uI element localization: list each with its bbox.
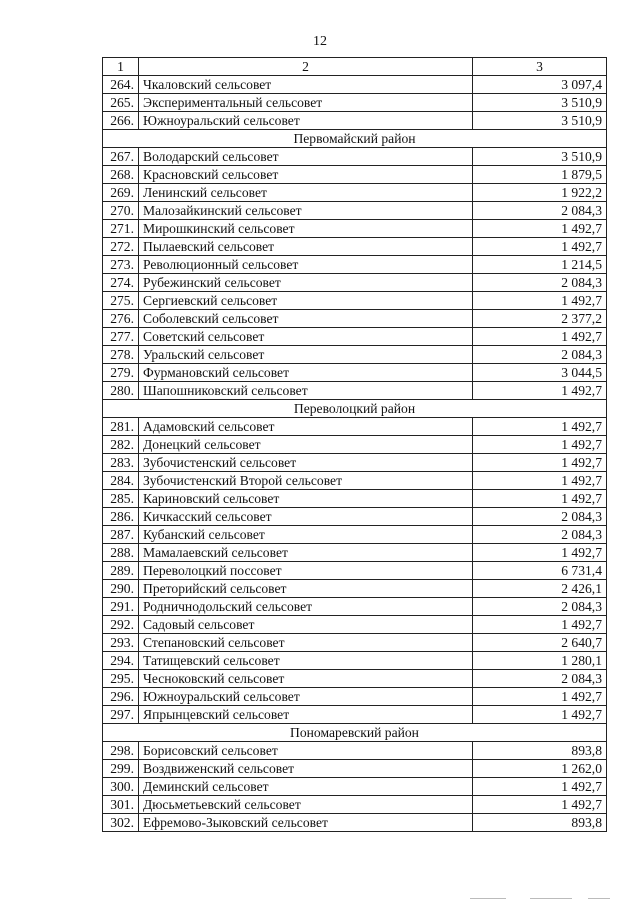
allocation-value: 2 640,7 bbox=[473, 634, 607, 652]
settlement-name: Борисовский сельсовет bbox=[139, 742, 473, 760]
settlement-name: Чесноковский сельсовет bbox=[139, 670, 473, 688]
allocation-value: 2 084,3 bbox=[473, 508, 607, 526]
table-row bbox=[103, 706, 607, 724]
table-body bbox=[103, 58, 607, 832]
allocation-value: 1 492,7 bbox=[473, 238, 607, 256]
allocation-value: 1 492,7 bbox=[473, 490, 607, 508]
table-row bbox=[103, 292, 607, 310]
table-row bbox=[103, 760, 607, 778]
settlement-name: Япрынцевский сельсовет bbox=[139, 706, 473, 724]
settlement-name: Южноуральский сельсовет bbox=[139, 688, 473, 706]
row-number: 284. bbox=[103, 472, 139, 490]
allocation-value: 2 084,3 bbox=[473, 202, 607, 220]
table-row bbox=[103, 238, 607, 256]
row-number: 299. bbox=[103, 760, 139, 778]
table-row bbox=[103, 508, 607, 526]
settlement-name: Кариновский сельсовет bbox=[139, 490, 473, 508]
settlement-name: Преторийский сельсовет bbox=[139, 580, 473, 598]
row-number: 300. bbox=[103, 778, 139, 796]
settlement-name: Уральский сельсовет bbox=[139, 346, 473, 364]
table-row bbox=[103, 436, 607, 454]
settlement-name: Ефремово-Зыковский сельсовет bbox=[139, 814, 473, 832]
row-number: 302. bbox=[103, 814, 139, 832]
row-number: 277. bbox=[103, 328, 139, 346]
settlement-name: Малозайкинский сельсовет bbox=[139, 202, 473, 220]
allocation-value: 893,8 bbox=[473, 814, 607, 832]
row-number: 285. bbox=[103, 490, 139, 508]
allocation-value: 3 097,4 bbox=[473, 76, 607, 94]
table-row bbox=[103, 310, 607, 328]
settlement-name: Революционный сельсовет bbox=[139, 256, 473, 274]
row-number: 267. bbox=[103, 148, 139, 166]
settlement-name: Мамалаевский сельсовет bbox=[139, 544, 473, 562]
row-number: 265. bbox=[103, 94, 139, 112]
settlement-name: Фурмановский сельсовет bbox=[139, 364, 473, 382]
table-row bbox=[103, 778, 607, 796]
row-number: 266. bbox=[103, 112, 139, 130]
allocation-value: 3 510,9 bbox=[473, 112, 607, 130]
allocation-value: 2 084,3 bbox=[473, 346, 607, 364]
settlement-name: Мирошкинский сельсовет bbox=[139, 220, 473, 238]
table-row bbox=[103, 814, 607, 832]
allocation-value: 1 214,5 bbox=[473, 256, 607, 274]
allocation-value: 1 492,7 bbox=[473, 616, 607, 634]
table-row bbox=[103, 490, 607, 508]
allocation-value: 1 492,7 bbox=[473, 796, 607, 814]
settlement-name: Дюсьметьевский сельсовет bbox=[139, 796, 473, 814]
table-row bbox=[103, 76, 607, 94]
settlement-name: Кичкасский сельсовет bbox=[139, 508, 473, 526]
table-row bbox=[103, 670, 607, 688]
settlement-name: Шапошниковский сельсовет bbox=[139, 382, 473, 400]
table-row bbox=[103, 220, 607, 238]
allocation-value: 1 492,7 bbox=[473, 688, 607, 706]
settlement-name: Кубанский сельсовет bbox=[139, 526, 473, 544]
row-number: 287. bbox=[103, 526, 139, 544]
table-row bbox=[103, 688, 607, 706]
settlement-name: Чкаловский сельсовет bbox=[139, 76, 473, 94]
settlement-name: Донецкий сельсовет bbox=[139, 436, 473, 454]
table-row bbox=[103, 562, 607, 580]
row-number: 283. bbox=[103, 454, 139, 472]
row-number: 273. bbox=[103, 256, 139, 274]
table-row bbox=[103, 346, 607, 364]
allocation-value: 2 084,3 bbox=[473, 526, 607, 544]
settlement-name: Степановский сельсовет bbox=[139, 634, 473, 652]
allocation-table bbox=[102, 57, 607, 832]
district-row bbox=[103, 400, 607, 418]
settlement-name: Красновский сельсовет bbox=[139, 166, 473, 184]
settlement-name: Советский сельсовет bbox=[139, 328, 473, 346]
row-number: 292. bbox=[103, 616, 139, 634]
allocation-value: 1 492,7 bbox=[473, 292, 607, 310]
row-number: 268. bbox=[103, 166, 139, 184]
allocation-value: 3 510,9 bbox=[473, 148, 607, 166]
row-number: 280. bbox=[103, 382, 139, 400]
row-number: 289. bbox=[103, 562, 139, 580]
row-number: 272. bbox=[103, 238, 139, 256]
row-number: 276. bbox=[103, 310, 139, 328]
settlement-name: Зубочистенский Второй сельсовет bbox=[139, 472, 473, 490]
allocation-value: 1 262,0 bbox=[473, 760, 607, 778]
allocation-value: 1 492,7 bbox=[473, 706, 607, 724]
page-number: 12 bbox=[313, 34, 327, 49]
table-row bbox=[103, 364, 607, 382]
allocation-value: 2 084,3 bbox=[473, 670, 607, 688]
table-row bbox=[103, 94, 607, 112]
allocation-value: 2 084,3 bbox=[473, 274, 607, 292]
row-number: 270. bbox=[103, 202, 139, 220]
district-name: Первомайский район bbox=[103, 130, 607, 148]
row-number: 288. bbox=[103, 544, 139, 562]
settlement-name: Ленинский сельсовет bbox=[139, 184, 473, 202]
table-row bbox=[103, 382, 607, 400]
settlement-name: Родничнодольский сельсовет bbox=[139, 598, 473, 616]
allocation-value: 1 280,1 bbox=[473, 652, 607, 670]
settlement-name: Южноуральский сельсовет bbox=[139, 112, 473, 130]
allocation-value: 1 879,5 bbox=[473, 166, 607, 184]
table-row bbox=[103, 112, 607, 130]
row-number: 278. bbox=[103, 346, 139, 364]
row-number: 295. bbox=[103, 670, 139, 688]
table-row bbox=[103, 652, 607, 670]
table-row bbox=[103, 256, 607, 274]
row-number: 264. bbox=[103, 76, 139, 94]
allocation-value: 1 492,7 bbox=[473, 418, 607, 436]
allocation-value: 1 492,7 bbox=[473, 328, 607, 346]
row-number: 293. bbox=[103, 634, 139, 652]
row-number: 294. bbox=[103, 652, 139, 670]
settlement-name: Адамовский сельсовет bbox=[139, 418, 473, 436]
settlement-name: Экспериментальный сельсовет bbox=[139, 94, 473, 112]
allocation-value: 6 731,4 bbox=[473, 562, 607, 580]
table-row bbox=[103, 454, 607, 472]
row-number: 298. bbox=[103, 742, 139, 760]
table-row bbox=[103, 742, 607, 760]
row-number: 301. bbox=[103, 796, 139, 814]
table-row bbox=[103, 796, 607, 814]
header-row bbox=[103, 58, 607, 76]
allocation-value: 2 426,1 bbox=[473, 580, 607, 598]
district-name: Переволоцкий район bbox=[103, 400, 607, 418]
settlement-name: Переволоцкий поссовет bbox=[139, 562, 473, 580]
allocation-value: 1 492,7 bbox=[473, 454, 607, 472]
settlement-name: Татищевский сельсовет bbox=[139, 652, 473, 670]
row-number: 275. bbox=[103, 292, 139, 310]
settlement-name: Соболевский сельсовет bbox=[139, 310, 473, 328]
row-number: 290. bbox=[103, 580, 139, 598]
allocation-value: 893,8 bbox=[473, 742, 607, 760]
table-row bbox=[103, 598, 607, 616]
row-number: 274. bbox=[103, 274, 139, 292]
row-number: 271. bbox=[103, 220, 139, 238]
allocation-value: 1 492,7 bbox=[473, 778, 607, 796]
table-row bbox=[103, 580, 607, 598]
allocation-value: 3 510,9 bbox=[473, 94, 607, 112]
allocation-value: 1 492,7 bbox=[473, 436, 607, 454]
district-name: Пономаревский район bbox=[103, 724, 607, 742]
row-number: 269. bbox=[103, 184, 139, 202]
table-row bbox=[103, 328, 607, 346]
allocation-value: 2 084,3 bbox=[473, 598, 607, 616]
row-number: 281. bbox=[103, 418, 139, 436]
row-number: 279. bbox=[103, 364, 139, 382]
table-row bbox=[103, 148, 607, 166]
allocation-value: 2 377,2 bbox=[473, 310, 607, 328]
row-number: 291. bbox=[103, 598, 139, 616]
header-col-2: 2 bbox=[139, 58, 473, 76]
table-row bbox=[103, 634, 607, 652]
allocation-value: 3 044,5 bbox=[473, 364, 607, 382]
table-row bbox=[103, 202, 607, 220]
settlement-name: Садовый сельсовет bbox=[139, 616, 473, 634]
settlement-name: Пылаевский сельсовет bbox=[139, 238, 473, 256]
table-row bbox=[103, 472, 607, 490]
district-row bbox=[103, 130, 607, 148]
row-number: 286. bbox=[103, 508, 139, 526]
allocation-value: 1 492,7 bbox=[473, 544, 607, 562]
settlement-name: Рубежинский сельсовет bbox=[139, 274, 473, 292]
allocation-value: 1 492,7 bbox=[473, 382, 607, 400]
settlement-name: Зубочистенский сельсовет bbox=[139, 454, 473, 472]
district-row bbox=[103, 724, 607, 742]
settlement-name: Сергиевский сельсовет bbox=[139, 292, 473, 310]
row-number: 282. bbox=[103, 436, 139, 454]
table-row bbox=[103, 544, 607, 562]
allocation-value: 1 492,7 bbox=[473, 472, 607, 490]
header-col-3: 3 bbox=[473, 58, 607, 76]
allocation-value: 1 922,2 bbox=[473, 184, 607, 202]
settlement-name: Деминский сельсовет bbox=[139, 778, 473, 796]
header-col-1: 1 bbox=[103, 58, 139, 76]
table-row bbox=[103, 418, 607, 436]
table-row bbox=[103, 166, 607, 184]
table-row bbox=[103, 274, 607, 292]
row-number: 297. bbox=[103, 706, 139, 724]
table-row bbox=[103, 184, 607, 202]
settlement-name: Воздвиженский сельсовет bbox=[139, 760, 473, 778]
allocation-value: 1 492,7 bbox=[473, 220, 607, 238]
settlement-name: Володарский сельсовет bbox=[139, 148, 473, 166]
table-row bbox=[103, 616, 607, 634]
row-number: 296. bbox=[103, 688, 139, 706]
table-row bbox=[103, 526, 607, 544]
footer-scan-marks bbox=[470, 895, 620, 899]
